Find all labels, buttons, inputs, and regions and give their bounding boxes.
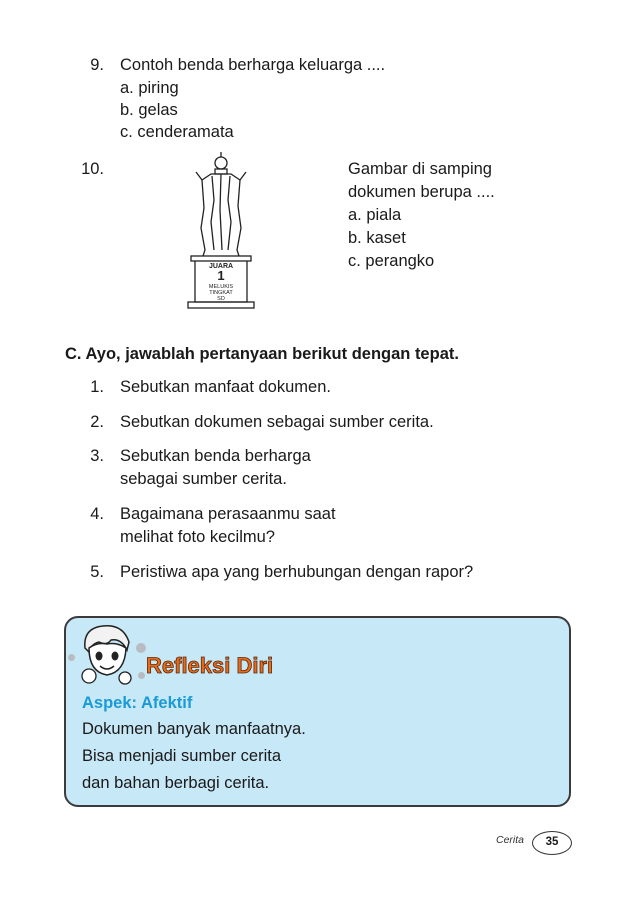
c-q2-number: 2. [90,413,104,431]
c-q3-line-1: Sebutkan benda berharga [120,447,311,465]
reflection-line-1: Dokumen banyak manfaatnya. [82,720,306,738]
q10-line-2: dokumen berupa .... [348,183,495,201]
decor-dot [138,672,145,679]
trophy-event-3: SD [217,296,225,302]
c-q3-line-2: sebagai sumber cerita. [120,470,287,488]
q9-option-b: b. gelas [120,101,178,119]
trophy-image [178,150,264,310]
c-q5-number: 5. [90,563,104,581]
q10-line-1: Gambar di samping [348,160,492,178]
q10-number: 10. [81,160,104,178]
q10-option-a: a. piala [348,206,402,224]
q9-number: 9. [90,56,104,74]
reflection-title: Refleksi Diri [146,653,274,678]
q9-question: Contoh benda berharga keluarga .... [120,56,386,74]
reflection-aspect: Aspek: Afektif [82,694,193,712]
c-q4-line-1: Bagaimana perasaanmu saat [120,505,336,523]
trophy-rank: 1 [217,268,225,283]
boy-avatar-icon [77,620,137,690]
q10-option-c: c. perangko [348,252,435,270]
c-q4-number: 4. [90,505,104,523]
decor-dot [136,643,146,653]
reflection-line-2: Bisa menjadi sumber cerita [82,747,281,765]
footer-label: Cerita [496,834,525,846]
c-q4-line-2: melihat foto kecilmu? [120,528,275,546]
q9-option-a: a. piring [120,79,179,97]
c-q3-number: 3. [90,447,104,465]
decor-dot [68,654,75,661]
c-q1-number: 1. [90,378,104,396]
c-q1-text: Sebutkan manfaat dokumen. [120,378,331,396]
q10-option-b: b. kaset [348,229,406,247]
trophy-event-2: TINGKAT [209,290,233,296]
c-q2-text: Sebutkan dokumen sebagai sumber cerita. [120,413,434,431]
page-number: 35 [532,831,572,855]
trophy-title: JUARA [208,263,234,270]
section-c-heading: C. Ayo, jawablah pertanyaan berikut dengan tepat. [65,345,459,363]
c-q5-text: Peristiwa apa yang berhubungan dengan rapor? [120,563,474,581]
trophy-event-1: MELUKIS [208,284,234,290]
reflection-line-3: dan bahan berbagi cerita. [82,774,270,792]
q9-option-c: c. cenderamata [120,123,234,141]
